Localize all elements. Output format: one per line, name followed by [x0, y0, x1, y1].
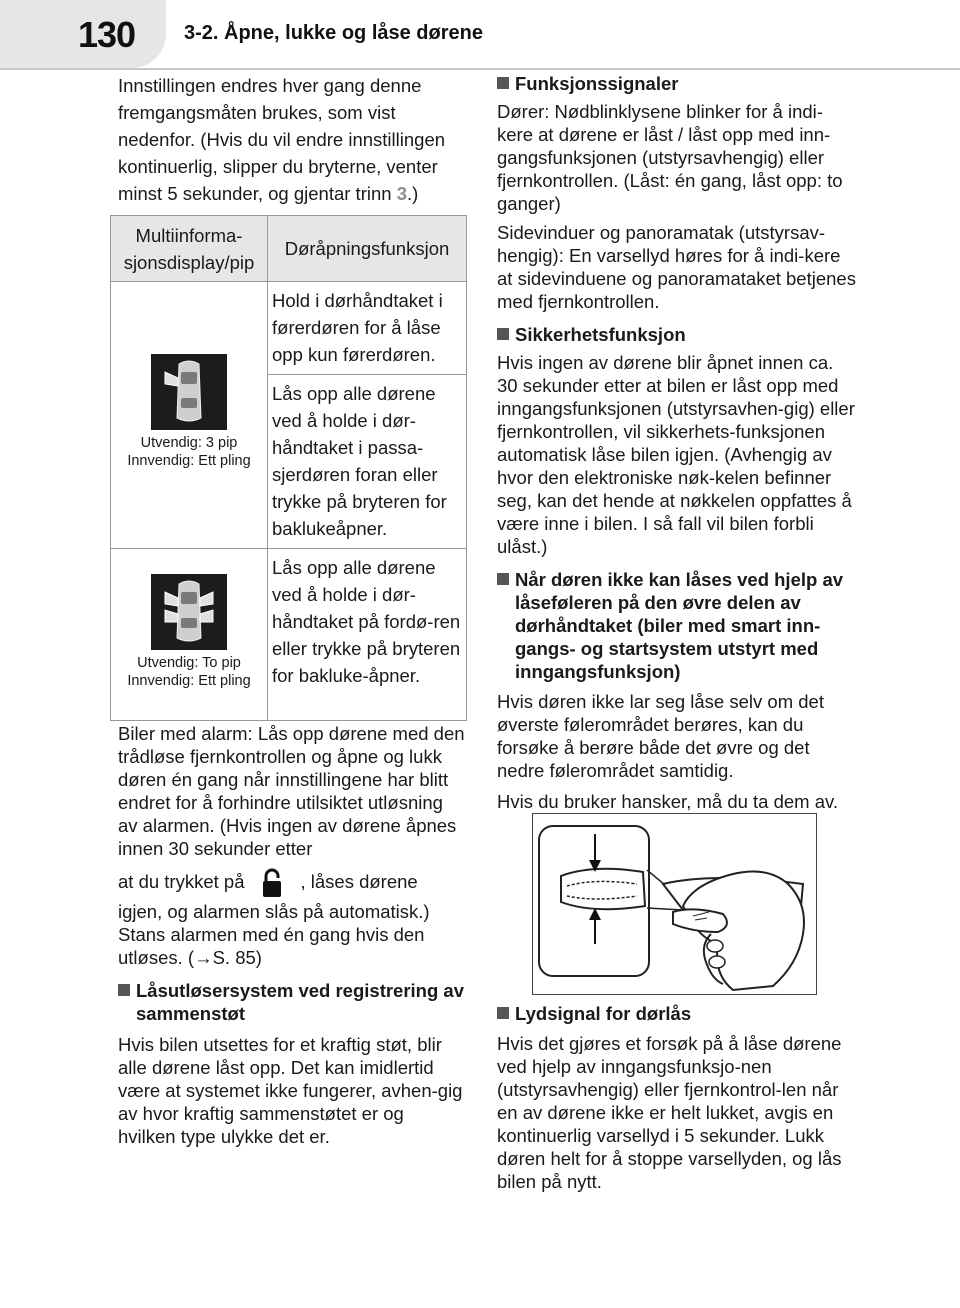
door-handle-illustration [532, 813, 817, 995]
table-header-function: Døråpningsfunksjon [268, 216, 467, 282]
right-column [497, 70, 857, 813]
car-top-view-all-doors-open-icon [151, 574, 227, 650]
alarm-paragraph-continued [118, 866, 466, 969]
impact-paragraph: Hvis bilen utsettes for et kraftig støt, blir alle dørene låst opp. Det kan imidlertid være at systemet ikke fungerer, avhen-gig av hvor kraftig sammenstøtet er og hvilken type ulykke det er. [118, 1034, 463, 1147]
table-row [111, 549, 467, 721]
signal-heading [497, 72, 857, 95]
table-cell-signal-1 [111, 282, 268, 549]
left-column [118, 70, 466, 207]
buzzer-paragraph: Hvis det gjøres et forsøk på å låse dørene ved hjelp av inngangsfunksjo-nen (utstyrsavhengig) eller fjernkontrol-len når en av dørene ikke er helt lukket, avgis en kontinuerlig varsellyd i 5 sekunder. Lukk døren helt for å stoppe varsellyden, og lås bilen på nytt. [497, 1033, 842, 1192]
signal-caption-2 [111, 654, 267, 690]
bullet-square-icon [118, 984, 130, 996]
table-cell-front-door: Lås opp alle dørene ved å holde i dør-håndtaket på fordø-ren eller trykke på bryteren for bakluke-åpner. [268, 549, 467, 721]
buzzer-heading [497, 1002, 857, 1025]
door-handle-hand-illustration [533, 814, 815, 993]
intro-text: Innstillingen endres hver gang denne fremgangsmåten brukes, som vist nedenfor. (Hvis du vil endre innstillingen kontinuerlig, slipper du bryterne, venter minst 5 sekunder, og gjentar trinn [118, 75, 446, 204]
signal-caption-1 [111, 434, 267, 470]
impact-heading-text: Låsutløsersystem ved registrering av sammenstøt [136, 980, 465, 1024]
page-number: 130 [78, 14, 136, 55]
signal-heading-text: Funksjonssignaler [515, 73, 679, 94]
lock-icon [258, 866, 286, 900]
table-cell-driver-door: Hold i dørhåndtaket i førerdøren for å låse opp kun førerdøren. [268, 282, 467, 375]
buzzer-heading-text: Lydsignal for dørlås [515, 1003, 692, 1024]
door-unlock-settings-table [110, 215, 467, 721]
car-top-view-driver-door-open-icon [151, 354, 227, 430]
page-header [0, 0, 960, 70]
safety-paragraph: Hvis ingen av dørene blir åpnet innen ca. 30 sekunder etter at bilen er låst opp med inngangsfunksjonen (utstyrsavhen-gig) eller fjernkontrollen, vil sikkerhets-funksjonen automatisk låse bilen igjen. (Avhengig av hvor den elektroniske nøk-kelen befinner seg, kan det hende at nøkkelen oppfattes å være inne i bilen. I så fall vil bilen forbli ulåst.) [497, 352, 855, 557]
signal-paragraph-doors: Dører: Nødblinklysene blinker for å indi-kere at dørene er låst / låst opp med inn-gangsfunksjonen (utstyrsavhengig) eller fjernkontrollen. (Låst: én gang, låst opp: to ganger) [497, 101, 843, 214]
table-header-row [111, 216, 467, 282]
table-row [111, 282, 467, 375]
table-cell-signal-2 [111, 549, 268, 721]
impact-heading [118, 979, 466, 1025]
alarm-paragraph: Biler med alarm: Lås opp dørene med den trådløse fjernkontrollen og åpne og lukk døren én gang når innstillingene har blitt endret for å forhindre utilsiktet utløsning av alarmen. (Hvis ingen av dørene åpnes innen 30 sekunder etter [118, 723, 465, 859]
alarm-text-a: at du trykket på [118, 870, 245, 892]
bullet-square-icon [497, 328, 509, 340]
right-column-lower [497, 1002, 857, 1193]
intro-end: .) [406, 183, 419, 204]
gloves-paragraph: Hvis du bruker hansker, må du ta dem av. [497, 791, 839, 812]
signal-paragraph-windows: Sidevinduer og panoramatak (utstyrsav-hengig): En varsellyd høres for å indi-kere at sidevinduene og panoramataket betjenes med fjernkontrollen. [497, 222, 856, 312]
bullet-square-icon [497, 77, 509, 89]
bullet-square-icon [497, 573, 509, 585]
table-header-display: Multiinforma-sjonsdisplay/pip [111, 216, 268, 282]
step-reference: 3 [396, 183, 407, 204]
bullet-square-icon [497, 1007, 509, 1019]
sensor-heading-text: Når døren ikke kan låses ved hjelp av låseføleren på den øvre delen av dørhåndtaket (biler med smart inn-gangs- og startsystem utstyrt med inngangsfunksjon) [515, 569, 844, 682]
sensor-paragraph: Hvis døren ikke lar seg låse selv om det øverste følerområdet berøres, kan du forsøke å berøre både det øvre og det nedre følerområdet samtidig. [497, 691, 824, 781]
caption-exterior-2: Utvendig: To pip [137, 655, 241, 671]
alarm-text-b: , låses dørene igjen, og alarmen slås på automatisk.) Stans alarmen med én gang hvis den utløses. (→S. 85) [118, 870, 430, 968]
intro-paragraph [118, 72, 466, 207]
left-column-lower [118, 722, 466, 1148]
safety-heading [497, 323, 857, 346]
chapter-title: 3-2. Åpne, lukke og låse dørene [184, 22, 483, 44]
table-cell-passenger-door: Lås opp alle dørene ved å holde i dør-håndtaket i passa-sjerdøren foran eller trykke på bryteren for baklukeåpner. [268, 375, 467, 549]
caption-interior-1: Innvendig: Ett pling [127, 453, 251, 469]
caption-interior-2: Innvendig: Ett pling [127, 673, 251, 689]
safety-heading-text: Sikkerhetsfunksjon [515, 324, 686, 345]
caption-exterior-1: Utvendig: 3 pip [140, 435, 238, 451]
sensor-heading [497, 568, 857, 683]
